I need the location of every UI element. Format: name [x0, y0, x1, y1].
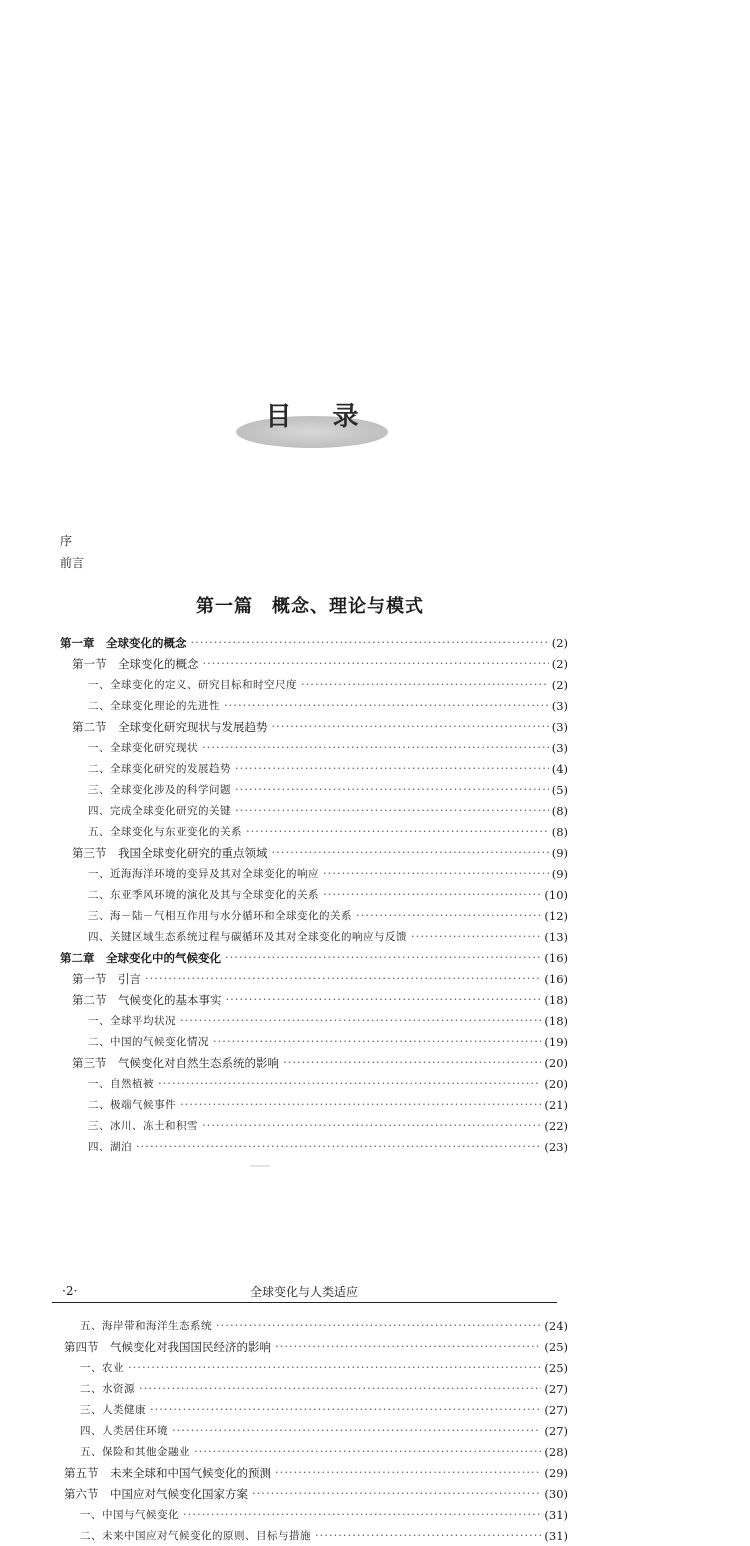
toc-entry-page: (8)	[551, 824, 568, 839]
toc-entry-label: 五、保险和其他金融业	[80, 1446, 190, 1458]
toc-entry-label: 第二节 气候变化的基本事实	[72, 992, 222, 1007]
toc-entry	[60, 947, 568, 968]
toc-entry-page: (9)	[551, 866, 568, 881]
toc-entry-page: (28)	[544, 1444, 568, 1459]
dot-leader	[191, 632, 549, 653]
dot-leader	[203, 653, 549, 674]
toc-entry-page: (29)	[544, 1465, 568, 1480]
toc-entry-page: (9)	[551, 845, 568, 860]
toc-entry-page: (3)	[551, 740, 568, 755]
toc-entry-label: 一、农业	[80, 1362, 124, 1374]
toc-entry-page: (2)	[551, 635, 568, 650]
toc-entry-label: 二、东亚季风环境的演化及其与全球变化的关系	[88, 889, 319, 901]
toc-entry-label: 二、水资源	[80, 1383, 135, 1395]
toc-entry-page: (27)	[544, 1381, 568, 1396]
toc-entry-page: (13)	[544, 929, 568, 944]
toc-entry	[80, 1441, 568, 1462]
toc-entry-page: (25)	[544, 1339, 568, 1354]
toc-entry-label: 三、海－陆－气相互作用与水分循环和全球变化的关系	[88, 910, 352, 922]
front-matter-preface: 序	[60, 534, 73, 548]
toc-entry-page: (18)	[544, 1013, 568, 1028]
dot-leader	[235, 800, 549, 821]
toc-entry	[88, 1115, 568, 1136]
dot-leader	[194, 1441, 541, 1462]
toc-entry-label: 三、全球变化涉及的科学问题	[88, 784, 231, 796]
toc-entry-label: 第四节 气候变化对我国国民经济的影响	[64, 1339, 271, 1354]
dot-leader	[224, 695, 549, 716]
toc-entry-label: 三、冰川、冻土和积雪	[88, 1120, 198, 1132]
dot-leader	[301, 674, 549, 695]
dot-leader	[128, 1357, 541, 1378]
dot-leader	[216, 1315, 541, 1336]
toc-entry	[80, 1357, 568, 1378]
dot-leader	[150, 1399, 541, 1420]
toc-entry	[64, 1336, 568, 1357]
toc-entry	[72, 653, 568, 674]
toc-entry-label: 五、全球变化与东亚变化的关系	[88, 826, 242, 838]
toc-entry	[64, 1462, 568, 1483]
toc-entry-label: 第三节 我国全球变化研究的重点领域	[72, 845, 268, 860]
dot-leader	[180, 1094, 541, 1115]
toc-entry-page: (5)	[551, 782, 568, 797]
toc-entry-label: 第一节 引言	[72, 971, 141, 986]
toc-entry	[80, 1525, 568, 1546]
toc-entry-page: (4)	[551, 761, 568, 776]
toc-entry-label: 第五节 未来全球和中国气候变化的预测	[64, 1465, 271, 1480]
toc-entry-page: (21)	[544, 1097, 568, 1112]
dot-leader	[323, 863, 549, 884]
scan-smudge	[250, 1165, 270, 1167]
toc-entry-label: 二、全球变化理论的先进性	[88, 700, 220, 712]
toc-entry-page: (2)	[551, 656, 568, 671]
toc-entry-label: 第一章 全球变化的概念	[60, 635, 187, 650]
header-rule	[52, 1302, 557, 1303]
toc-entry	[88, 863, 568, 884]
dot-leader	[235, 779, 549, 800]
toc-entry-page: (10)	[544, 887, 568, 902]
toc-entry-page: (8)	[551, 803, 568, 818]
toc-entry-label: 第一节 全球变化的概念	[72, 656, 199, 671]
toc-entry-page: (27)	[544, 1423, 568, 1438]
dot-leader	[145, 968, 541, 989]
toc-entry	[88, 800, 568, 821]
toc-entry	[88, 1010, 568, 1031]
toc-title-block	[236, 398, 388, 450]
toc-entry-page: (23)	[544, 1139, 568, 1154]
dot-leader	[225, 947, 541, 968]
dot-leader	[180, 1010, 541, 1031]
dot-leader	[202, 737, 549, 758]
toc-entry-label: 第六节 中国应对气候变化国家方案	[64, 1486, 248, 1501]
toc-entry-label: 第二节 全球变化研究现状与发展趋势	[72, 719, 268, 734]
page-number: ·2·	[62, 1284, 78, 1298]
toc-entry-label: 四、人类居住环境	[80, 1425, 168, 1437]
toc-entry	[88, 779, 568, 800]
toc-entry-page: (25)	[544, 1360, 568, 1375]
toc-entry	[88, 1073, 568, 1094]
toc-entry-label: 二、全球变化研究的发展趋势	[88, 763, 231, 775]
dot-leader	[275, 1336, 541, 1357]
dot-leader	[235, 758, 549, 779]
toc-entry	[80, 1378, 568, 1399]
toc-entry-page: (19)	[544, 1034, 568, 1049]
toc-entry	[88, 905, 568, 926]
toc-entry	[72, 989, 568, 1010]
dot-leader	[411, 926, 541, 947]
toc-entry	[72, 716, 568, 737]
dot-leader	[139, 1378, 541, 1399]
toc-entry	[88, 737, 568, 758]
toc-entry-page: (2)	[551, 677, 568, 692]
toc-entry-page: (12)	[544, 908, 568, 923]
toc-entry-page: (24)	[544, 1318, 568, 1333]
toc-entry-label: 二、未来中国应对气候变化的原则、目标与措施	[80, 1530, 311, 1542]
toc-entry-page: (31)	[544, 1528, 568, 1543]
toc-entry	[88, 695, 568, 716]
toc-entry-page: (16)	[544, 971, 568, 986]
toc-entry	[80, 1504, 568, 1525]
dot-leader	[202, 1115, 541, 1136]
toc-entry	[60, 632, 568, 653]
toc-entry-page: (20)	[544, 1076, 568, 1091]
toc-entry-page: (20)	[544, 1055, 568, 1070]
toc-entry	[80, 1420, 568, 1441]
toc-entry-label: 四、湖泊	[88, 1141, 132, 1153]
dot-leader	[226, 989, 542, 1010]
toc-entry-label: 第二章 全球变化中的气候变化	[60, 950, 221, 965]
toc-entry-label: 四、关键区域生态系统过程与碳循环及其对全球变化的响应与反馈	[88, 931, 407, 943]
toc-entry-page: (18)	[544, 992, 568, 1007]
toc-title: 目 录	[265, 402, 375, 432]
toc-entry	[72, 1052, 568, 1073]
toc-entry-page: (3)	[551, 719, 568, 734]
dot-leader	[172, 1420, 541, 1441]
toc-entry-label: 一、全球变化研究现状	[88, 742, 198, 754]
dot-leader	[272, 716, 549, 737]
toc-entry-page: (3)	[551, 698, 568, 713]
toc-entry-page: (31)	[544, 1507, 568, 1522]
dot-leader	[158, 1073, 541, 1094]
toc-entry-label: 一、全球变化的定义、研究目标和时空尺度	[88, 679, 297, 691]
toc-entry	[88, 1136, 568, 1157]
toc-entry	[64, 1483, 568, 1504]
toc-entry	[88, 1031, 568, 1052]
dot-leader	[356, 905, 541, 926]
dot-leader	[315, 1525, 541, 1546]
running-header-title: 全球变化与人类适应	[250, 1285, 359, 1299]
toc-entry-page: (27)	[544, 1402, 568, 1417]
toc-entry-label: 一、自然植被	[88, 1078, 154, 1090]
dot-leader	[272, 842, 549, 863]
toc-entry	[72, 968, 568, 989]
toc-entry-page: (22)	[544, 1118, 568, 1133]
toc-entry-label: 二、中国的气候变化情况	[88, 1036, 209, 1048]
toc-entry	[88, 674, 568, 695]
toc-entry-label: 三、人类健康	[80, 1404, 146, 1416]
dot-leader	[246, 821, 549, 842]
toc-entry-label: 四、完成全球变化研究的关键	[88, 805, 231, 817]
dot-leader	[136, 1136, 541, 1157]
dot-leader	[283, 1052, 541, 1073]
toc-entry	[88, 821, 568, 842]
toc-entry-label: 第三节 气候变化对自然生态系统的影响	[72, 1055, 279, 1070]
front-matter-foreword: 前言	[60, 556, 85, 570]
toc-entry-label: 一、近海海洋环境的变异及其对全球变化的响应	[88, 868, 319, 880]
toc-entry-label: 一、全球平均状况	[88, 1015, 176, 1027]
toc-entry-label: 五、海岸带和海洋生态系统	[80, 1320, 212, 1332]
dot-leader	[213, 1031, 541, 1052]
toc-entry	[88, 1094, 568, 1115]
dot-leader	[323, 884, 541, 905]
toc-entry	[80, 1399, 568, 1420]
toc-entry	[88, 926, 568, 947]
toc-entry	[88, 758, 568, 779]
dot-leader	[275, 1462, 541, 1483]
toc-entry	[80, 1315, 568, 1336]
toc-entry-page: (16)	[544, 950, 568, 965]
toc-entry-label: 一、中国与气候变化	[80, 1509, 179, 1521]
toc-entry	[88, 884, 568, 905]
part-title: 第一篇 概念、理论与模式	[196, 596, 424, 617]
toc-entry-label: 二、极端气候事件	[88, 1099, 176, 1111]
toc-entry	[72, 842, 568, 863]
dot-leader	[183, 1504, 541, 1525]
dot-leader	[252, 1483, 541, 1504]
toc-entry-page: (30)	[544, 1486, 568, 1501]
